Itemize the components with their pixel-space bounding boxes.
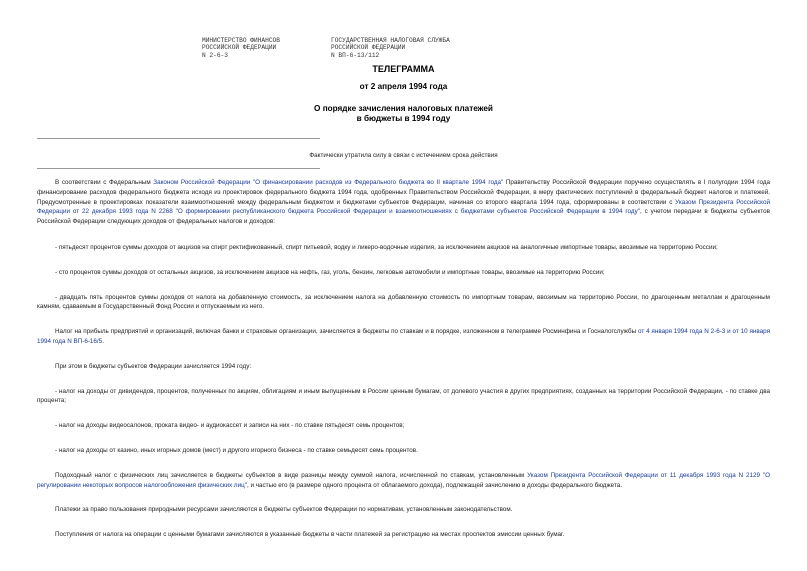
paragraph: В соответствии с Федеральным Законом Российской Федерации "О финансировании расходов из Федерального бюджета во II квартале 1994 года" Правительству Российской Федерации поручено осуществлять в I полугодии 1994 года финансирование расходов федерального бюджета исходя из проектировок федерального бюджета 1994 года, одобренных Правительством Российской Федерации, в меру фактических поступлений в федеральный бюджет налогов и платежей. Предусмотренные в проектировках показатели взаимоотношений между федеральным бюджетом и бюджетами субъектов Федерации, начиная со второго квартала 1994 года, сформированы в соответствии с Указом Президента Российской Федерации от 22 декабря 1993 года N 2268 "О формировании республиканского бюджета Российской Федерации и взаимоотношениях с бюджетами субъектов Российской Федерации в 1994 году", с учетом передачи в бюджеты субъектов Российской Федерации следующих доходов от федеральных налогов и доходов: bbox=[37, 179, 770, 226]
decree-link[interactable]: Указом Президента Российской Федерации от 11 декабря 1993 года N 2129 "О регулировании некоторых вопросов налогообложения физических лиц" bbox=[37, 471, 770, 489]
document-title-line: О порядке зачисления налоговых платежей bbox=[314, 104, 493, 113]
paragraph: - сто процентов суммы доходов от остальных акцизов, за исключением акцизов на нефть, газ, уголь, бензин, легковые автомобили и импортные товары, ввозимые на территорию России; bbox=[55, 268, 605, 276]
issuer-right-line: ГОСУДАРСТВЕННАЯ НАЛОГОВАЯ СЛУЖБА bbox=[331, 37, 450, 44]
divider bbox=[37, 138, 320, 139]
paragraph: Платежи за право пользования природными ресурсами зачисляются в бюджеты субъектов Федерации по нормативам, установленным законодательством. bbox=[55, 506, 513, 514]
issuer-left-line: РОССИЙСКОЙ ФЕДЕРАЦИИ bbox=[202, 44, 277, 52]
telegram-link[interactable]: от 4 января 1994 года N 2-6-3 и от 10 января 1994 года N ВП-6-16/5 bbox=[37, 328, 770, 345]
divider bbox=[37, 168, 320, 169]
issuer-right bbox=[331, 37, 450, 59]
issuer-left-number: N 2-6-3 bbox=[202, 51, 228, 59]
paragraph: - двадцать пять процентов суммы доходов от налога на добавленную стоимость, за исключением налога на добавленную стоимость по импортным товарам, ввозимым на территорию России, по драгоценным металлам и драгоценным камням, сдаваемым в Государственный Фонд России и отпускаемым из него. bbox=[37, 293, 770, 311]
paragraph: - налог на доходы от дивидендов, процентов, полученных по акциям, облигациям и иным выпущенным в России ценным бумагам, от долевого участия в других предприятиях, созданных на территории Российской Федерации, - по ставке два процента; bbox=[37, 387, 770, 405]
status-note: Фактически утратила силу в связи с истечением срока действия bbox=[309, 152, 498, 159]
document-title-line: в бюджеты в 1994 году bbox=[356, 114, 451, 123]
paragraph: Подоходный налог с физических лиц зачисляется в бюджеты субъектов в виде разницы между суммой налога, исчисленной по ставкам, установленным Указом Президента Российской Федерации от 11 декабря 1993 года N 2129 "О регулировании некоторых вопросов налогообложения физических лиц", и частью его (в размере одного процента от облагаемого дохода), подлежащей зачислению в доходы федерального бюджета. bbox=[37, 471, 770, 489]
issuer-left-line: МИНИСТЕРСТВО ФИНАНСОВ bbox=[202, 37, 280, 44]
paragraph: - налог на доходы от казино, иных игорных домов (мест) и другого игорного бизнеса - по ставке семьдесят семь процентов. bbox=[55, 446, 418, 454]
decree-link[interactable]: Указом Президента Российской Федерации от 22 декабря 1993 года N 2268 "О формировании республиканского бюджета Российской Федерации и взаимоотношениях с бюджетами субъектов Российской Федерации в 1994 году" bbox=[37, 198, 770, 216]
paragraph: При этом в бюджеты субъектов Федерации зачисляется 1994 году: bbox=[55, 362, 252, 370]
paragraph: Налог на прибыль предприятий и организаций, включая банки и страховые организации, зачисляется в бюджеты по ставкам и в порядке, изложенном в телеграмме Росминфина и Госналогслужбы от 4 января 1994 года N 2-6-3 и от 10 января 1994 года N ВП-6-16/5. bbox=[37, 328, 770, 345]
document-type: ТЕЛЕГРАММА bbox=[372, 64, 435, 74]
paragraph: - пятьдесят процентов суммы доходов от акцизов на спирт ректификованный, спирт питьевой, водку и ликеро-водочные изделия, за исключением акцизов на аналогичные импортные товары, ввозимые на территорию России; bbox=[55, 243, 718, 251]
issuer-right-line: РОССИЙСКОЙ ФЕДЕРАЦИИ bbox=[331, 44, 406, 52]
paragraph: - налог на доходы видеосалонов, проката видео- и аудиокассет и записи на них - по ставке пятьдесят семь процентов; bbox=[55, 422, 405, 430]
issuer-right-number: N ВП-6-13/112 bbox=[331, 51, 380, 59]
document-title bbox=[0, 104, 807, 124]
law-link[interactable]: Законом Российской Федерации "О финансировании расходов из Федерального бюджета во II квартале 1994 года" bbox=[153, 179, 504, 186]
paragraph: Поступления от налога на операции с ценными бумагами зачисляются в указанные бюджеты в части платежей за регистрацию на местах проспектов эмиссии ценных бумаг. bbox=[55, 531, 565, 539]
issuer-left bbox=[202, 37, 280, 59]
document-date: от 2 апреля 1994 года bbox=[359, 82, 448, 91]
document-body bbox=[37, 178, 770, 540]
